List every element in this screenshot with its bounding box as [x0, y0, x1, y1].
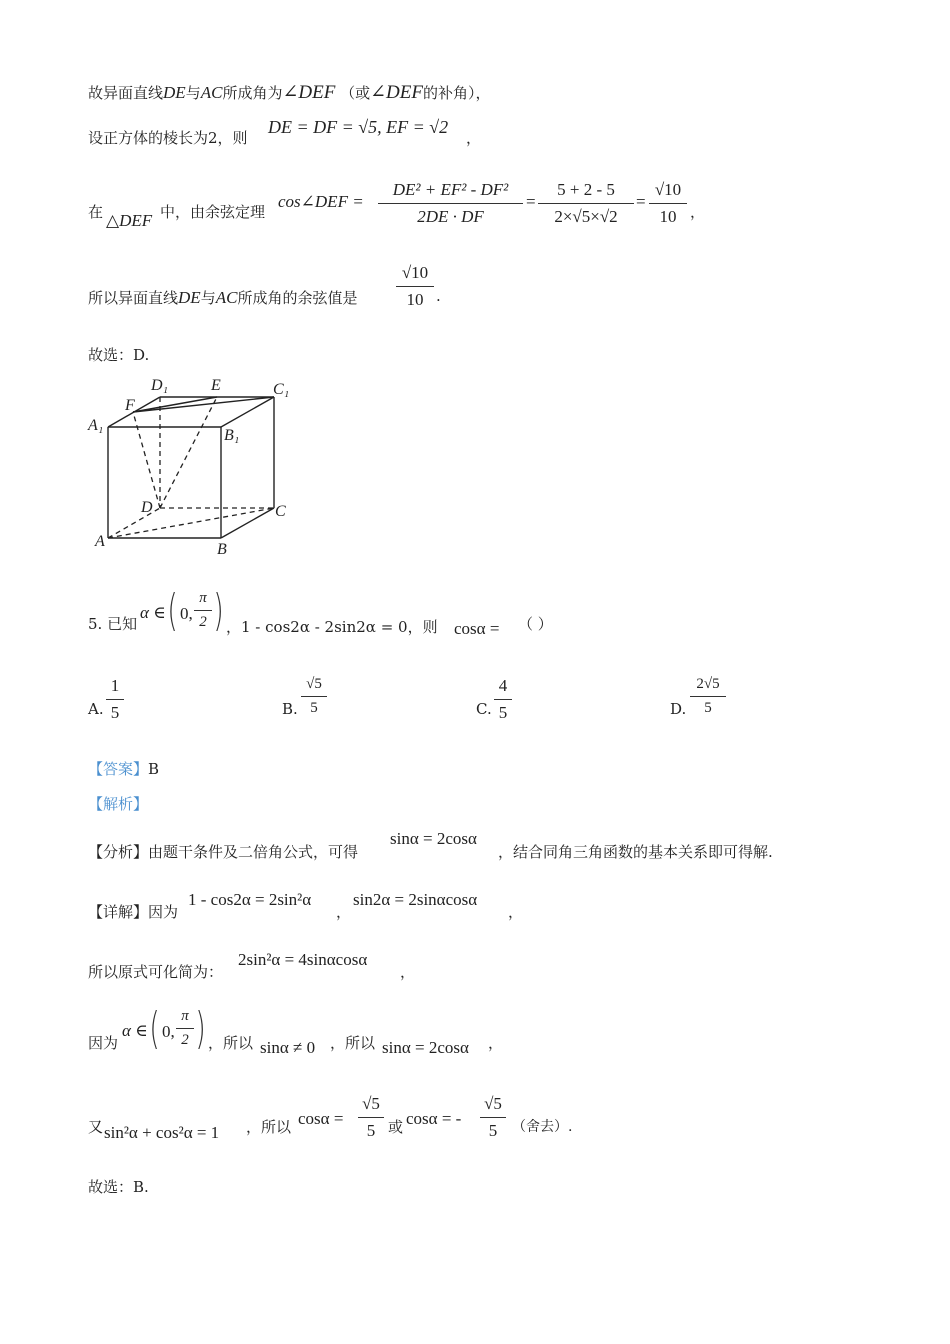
para3-end: ， — [690, 203, 706, 221]
also-or: 或 — [388, 1118, 404, 1136]
question-number: 5. 已知 — [88, 615, 138, 633]
cos-negative-value: $\frac{√5}{5}$ — [480, 1094, 506, 1141]
cos-negative: cosα = - — [406, 1109, 462, 1128]
para-cosine-value: 所以异面直线DE与AC所成角的余弦值是 — [88, 288, 358, 307]
sin-nonzero: sinα ≠ 0 — [260, 1038, 316, 1057]
label-d1: D₁ — [151, 377, 169, 394]
option-c-label: C. — [476, 700, 492, 718]
para-edge-lengths: 设正方体的棱长为2，则 — [88, 129, 248, 147]
because-line: 因为 — [88, 1034, 119, 1052]
sin-equals-2cos: sinα = 2cosα — [382, 1038, 469, 1057]
option-a-value: $\frac{1}{5}$ — [106, 676, 124, 723]
para4-end: . — [436, 287, 441, 305]
because-alpha-in: α ∈ — [122, 1021, 148, 1040]
question-ask: cosα = — [454, 619, 500, 638]
result-fraction: $\frac{√10}{10}$ — [649, 180, 687, 227]
label-b1: B₁ — [224, 427, 240, 444]
simplify-line: 所以原式可化简为： — [88, 963, 224, 981]
pi-over-two: $\frac{\pi}{2}$ — [194, 590, 212, 631]
option-d-value: $\frac{2√5}{5}$ — [690, 676, 726, 717]
answer-line — [88, 762, 159, 777]
left-paren: ( — [167, 585, 178, 636]
because-end: ， — [488, 1034, 504, 1052]
label-e: E — [211, 377, 221, 394]
simplify-end: ， — [400, 963, 416, 981]
label-c1: C₁ — [273, 381, 290, 398]
label-a: A — [95, 533, 105, 550]
option-b-label: B. — [282, 700, 298, 718]
because-right-paren: ) — [195, 1003, 206, 1054]
label-d: D — [141, 499, 153, 516]
question-condition: ，1 - cos2α - 2sin2α = 0，则 — [226, 618, 438, 636]
label-b: B — [217, 541, 227, 558]
label-a1: A₁ — [88, 417, 104, 434]
label-f: F — [125, 397, 135, 414]
because-pi-over-two: $\frac{\pi}{2}$ — [176, 1008, 194, 1049]
right-paren: ) — [213, 585, 224, 636]
para3-text: 中，由余弦定理 — [160, 203, 266, 221]
option-d-label: D. — [670, 700, 687, 718]
xiangjie-sep: ， — [336, 903, 352, 921]
alpha-in: α ∈ — [140, 603, 166, 622]
because-so-2: ，所以 — [330, 1034, 376, 1052]
option-b-value: $\frac{√5}{5}$ — [301, 676, 327, 717]
triangle-def: △DEF — [106, 211, 153, 230]
equals-2: = — [636, 192, 646, 211]
cosine-value-fraction: $\frac{√10}{10}$ — [396, 263, 434, 310]
option-c-value: $\frac{4}{5}$ — [494, 676, 512, 723]
double-angle-sin: sin2α = 2sinαcosα — [353, 890, 478, 909]
cos-positive: cosα = — [298, 1109, 344, 1128]
analysis-tag: 【解析】 — [88, 795, 149, 813]
cube-figure — [85, 372, 305, 562]
pythagorean-identity: sin²α + cos²α = 1 — [104, 1123, 220, 1142]
xiangjie-line: 【详解】因为 — [88, 903, 179, 921]
equals-1: = — [526, 192, 536, 211]
interval-left: 0, — [180, 604, 193, 623]
para2-end: ， — [466, 129, 482, 147]
simplify-expression: 2sin²α = 4sinαcosα — [238, 950, 368, 969]
numeric-fraction: $\frac{5 + 2 - 5}{2\times√5\times√2}$ — [538, 180, 634, 227]
double-angle-cos: 1 - cos2α = 2sin²α — [188, 890, 312, 909]
answer-blank: （ ） — [518, 615, 553, 633]
because-interval-left: 0, — [162, 1022, 175, 1041]
cosine-law-fraction: $\frac{\text{DE² + EF² - DF²}}{2DE \cdot DF}$ — [378, 180, 523, 227]
final-choice: 故选：B. — [88, 1178, 149, 1196]
discard-note: （舍去）. — [512, 1119, 573, 1135]
option-a-label: A. — [88, 700, 104, 718]
fenxi-rest: ，结合同角三角函数的基本关系即可得解. — [498, 843, 773, 861]
label-c: C — [275, 503, 286, 520]
also-line: 又 — [88, 1118, 104, 1136]
answer-tag: 【答案】 — [88, 760, 149, 778]
cos-positive-value: $\frac{√5}{5}$ — [358, 1094, 384, 1141]
cos-angle-def: cos∠DEF = — [278, 192, 364, 211]
fenxi-line: 【分析】由题干条件及二倍角公式，可得 — [88, 843, 359, 861]
also-so: ，所以 — [246, 1118, 292, 1136]
edge-length-expression: DE = DF = √5, EF = √2 — [268, 117, 449, 137]
because-so: ，所以 — [208, 1034, 254, 1052]
because-left-paren: ( — [149, 1003, 160, 1054]
choice-d-statement: 故选：D. — [88, 346, 150, 364]
para-cosine-law: 在 — [88, 203, 104, 221]
xiangjie-end: ， — [508, 903, 524, 921]
answer-value: B — [148, 760, 160, 778]
fenxi-expression: sinα = 2cosα — [390, 829, 477, 848]
para-angle-statement: 故异面直线DE与AC所成角为∠DEF （或∠DEF的补角）， — [88, 82, 491, 103]
